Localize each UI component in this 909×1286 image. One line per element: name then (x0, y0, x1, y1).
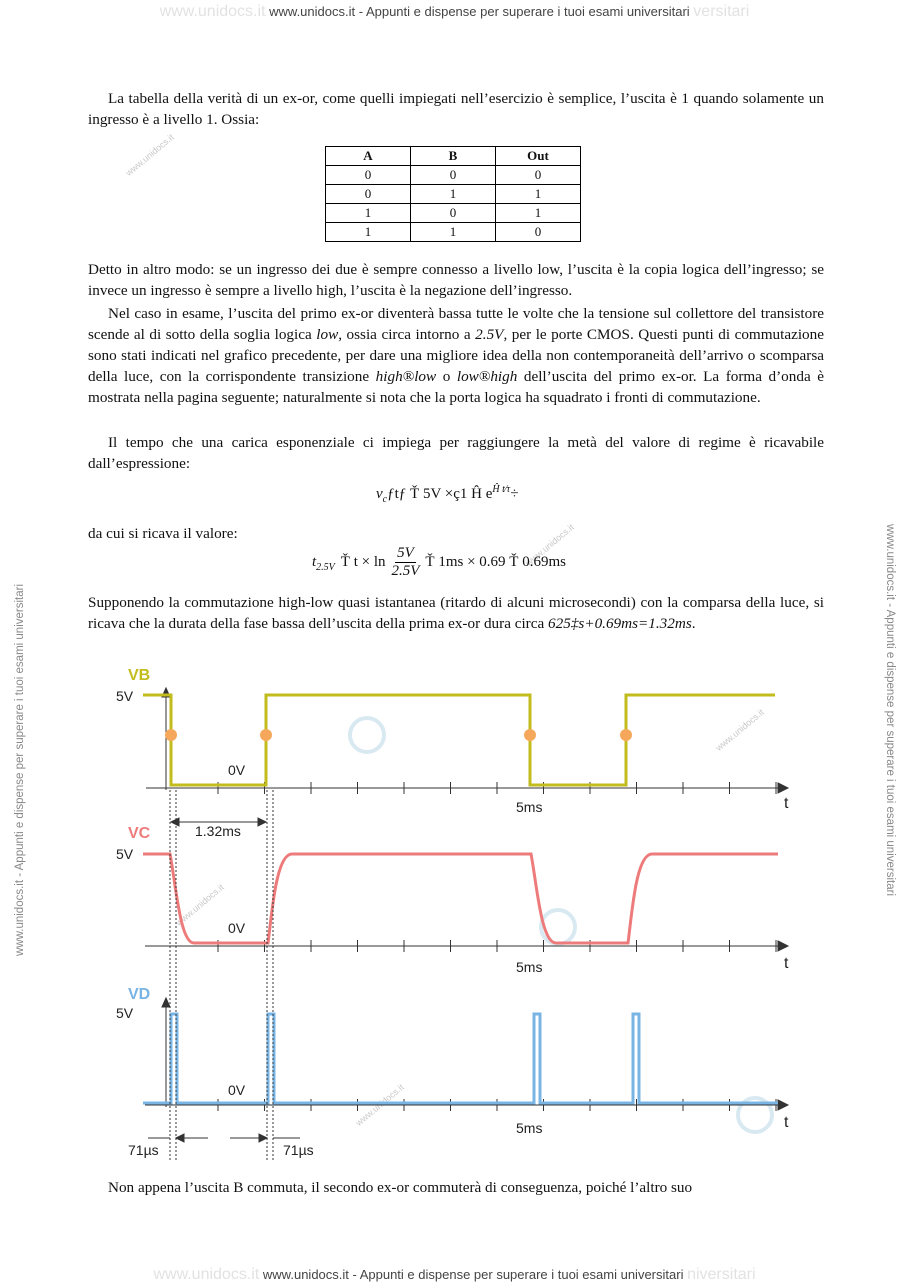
paragraph-1: Detto in altro modo: se un ingresso dei due è sempre connesso a livello low, l’uscita è la copia logica dell’ingresso; se invece un ingresso è sempre a livello high, l’uscita è la negazione dell’ingresso. (88, 261, 824, 299)
paragraph-intro: La tabella della verità di un ex-or, come quelli impiegati nell’esercizio è semplice, l’uscita è 1 quando solamente un ingresso è a livello 1. Ossia: (88, 90, 824, 128)
vb-5ms-label: 5ms (516, 799, 543, 815)
vd-y-arrow (162, 998, 170, 1007)
footer-watermark-prefix: www.unidocs.it (153, 1266, 260, 1283)
vd-5v-label: 5V (116, 1005, 134, 1021)
eq1-tail: ÷ (510, 486, 519, 502)
cell-out: 0 (496, 223, 581, 242)
paragraph-5-text: Supponendo la commutazione high-low quasi istantanea (ritardo di alcuni microsecondi) con la comparsa della luce, si ricava che la durata della fase bassa dell’uscita della prima ex-or dura circa (88, 594, 824, 632)
diagonal-watermark: www.unidocs.it (123, 132, 176, 178)
column-header-b: B (411, 147, 496, 166)
eq1-sup: Ĥ t⁄τ (492, 484, 511, 495)
cell-a: 1 (326, 223, 411, 242)
dim-71-left-label: 71µs (128, 1142, 159, 1158)
cell-out: 1 (496, 185, 581, 204)
eq2-lhs: t (312, 554, 317, 570)
paragraph-5-text: . (691, 615, 696, 632)
term-low: low (316, 326, 339, 343)
paragraph-5 (88, 592, 824, 634)
table-row (326, 185, 581, 204)
dim-132-label: 1.32ms (195, 823, 241, 839)
vc-0v-label: 0V (228, 920, 246, 936)
cell-b: 1 (411, 185, 496, 204)
vb-0v-label: 0V (228, 762, 246, 778)
left-side-watermark: www.unidocs.it - Appunti e dispense per superare i tuoi esami universitari (14, 583, 26, 957)
table-row (326, 223, 581, 242)
diagonal-watermark: www.unidocs.it (523, 522, 576, 568)
dim-132-arrow-right (258, 818, 266, 826)
timing-diagram (0, 655, 909, 1165)
vd-t-label: t (784, 1114, 789, 1131)
vb-5v-label: 5V (116, 688, 134, 704)
right-side-watermark: www.unidocs.it - Appunti e dispense per superare i tuoi esami universitari (884, 523, 896, 897)
column-header-out: Out (496, 147, 581, 166)
header-watermark-suffix: versitari (693, 3, 750, 20)
paragraph-2-text: o (436, 368, 457, 385)
term-low-high: low®high (456, 368, 518, 385)
vc-t-label: t (784, 955, 789, 972)
vd-t-arrow (778, 1100, 788, 1110)
eq2-sub: 2.5V (316, 562, 335, 573)
cell-b: 1 (411, 223, 496, 242)
eq1-lhs: v (376, 486, 383, 502)
eq2-mid2: Ť 1ms × 0.69 Ť 0.69ms (425, 554, 566, 570)
paragraph-2-text: dell’uscita del primo ex-or. La forma d’onda è mostrata nella pagina seguente; naturalmente si nota che la porta logica ha squadrato i fronti di commutazione. (88, 368, 824, 406)
vc-t-arrow (778, 941, 788, 951)
header-watermark-prefix: www.unidocs.it (159, 3, 266, 20)
page-header (0, 3, 909, 21)
equation-half-time (312, 545, 566, 580)
cell-b: 0 (411, 204, 496, 223)
duration-formula: 625‡s+0.69ms=1.32ms (548, 615, 692, 632)
cell-out: 0 (496, 166, 581, 185)
truth-table-header-row (326, 147, 581, 166)
term-voltage: 2.5V (475, 326, 504, 343)
dim-71-right-arrow (259, 1134, 267, 1142)
paragraph-2 (88, 303, 824, 408)
equation-exponential (376, 484, 518, 505)
page-footer (0, 1266, 909, 1284)
eq2-fraction (392, 545, 420, 580)
diagonal-watermark: www.unidocs.it (353, 1082, 406, 1128)
truth-table (325, 146, 581, 242)
footer-link[interactable]: www.unidocs.it - Appunti e dispense per superare i tuoi esami universitari (262, 1267, 684, 1282)
footer-watermark-suffix: niversitari (687, 1266, 756, 1283)
header-link[interactable]: www.unidocs.it - Appunti e dispense per superare i tuoi esami universitari (269, 4, 690, 19)
vc-5ms-label: 5ms (516, 959, 543, 975)
cell-a: 0 (326, 166, 411, 185)
diagonal-watermark: www.unidocs.it (173, 882, 226, 928)
vd-5ms-label: 5ms (516, 1120, 543, 1136)
paragraph-6: Non appena l’uscita B commuta, il secondo ex-or commuterà di conseguenza, poiché l’altro suo (108, 1179, 693, 1196)
vd-label: VD (128, 986, 151, 1003)
cell-b: 0 (411, 166, 496, 185)
diagonal-watermark: www.unidocs.it (713, 707, 766, 753)
vb-switch-points (165, 729, 632, 741)
eq1-sub: c (382, 494, 388, 505)
vd-0v-label: 0V (228, 1082, 246, 1098)
paragraph-2-text: Nel caso in esame, l’uscita del primo ex-or diventerà bassa tutte le volte che la tensione sul collettore del transistore scende al di sotto della soglia logica (88, 305, 824, 343)
cell-a: 0 (326, 185, 411, 204)
eq1-body: ƒtƒ Ť 5V ×ç1 Ĥ e (387, 486, 493, 502)
vb-t-arrow (778, 783, 788, 793)
cell-out: 1 (496, 204, 581, 223)
paragraph-2-text: , ossia circa intorno a (338, 326, 476, 343)
dim-71-left-arrow (176, 1134, 184, 1142)
eq2-numerator: 5V (397, 545, 414, 561)
table-row (326, 166, 581, 185)
paragraph-3: Il tempo che una carica esponenziale ci impiega per raggiungere la metà del valore di regime è ricavabile dall’espressione: (88, 434, 824, 472)
term-high-low: high®low (375, 368, 437, 385)
dim-71-right-label: 71µs (283, 1142, 314, 1158)
dim-132-arrow-left (171, 818, 179, 826)
table-row (326, 204, 581, 223)
eq2-denominator: 2.5V (391, 563, 420, 579)
vb-t-label: t (784, 795, 789, 812)
cell-a: 1 (326, 204, 411, 223)
vc-5v-label: 5V (116, 846, 134, 862)
paragraph-4: da cui si ricava il valore: (88, 525, 238, 542)
paragraph-2-text: , per le porte CMOS. Questi punti di commutazione sono stati indicati nel grafico precedente, per dare una migliore idea della non contemporaneità dell’arrivo o scomparsa della luce, con la corrispondente transizione (88, 326, 824, 385)
eq2-mid1: Ť t × ln (340, 554, 386, 570)
vb-label: VB (128, 667, 151, 684)
column-header-a: A (326, 147, 411, 166)
vc-label: VC (128, 825, 151, 842)
